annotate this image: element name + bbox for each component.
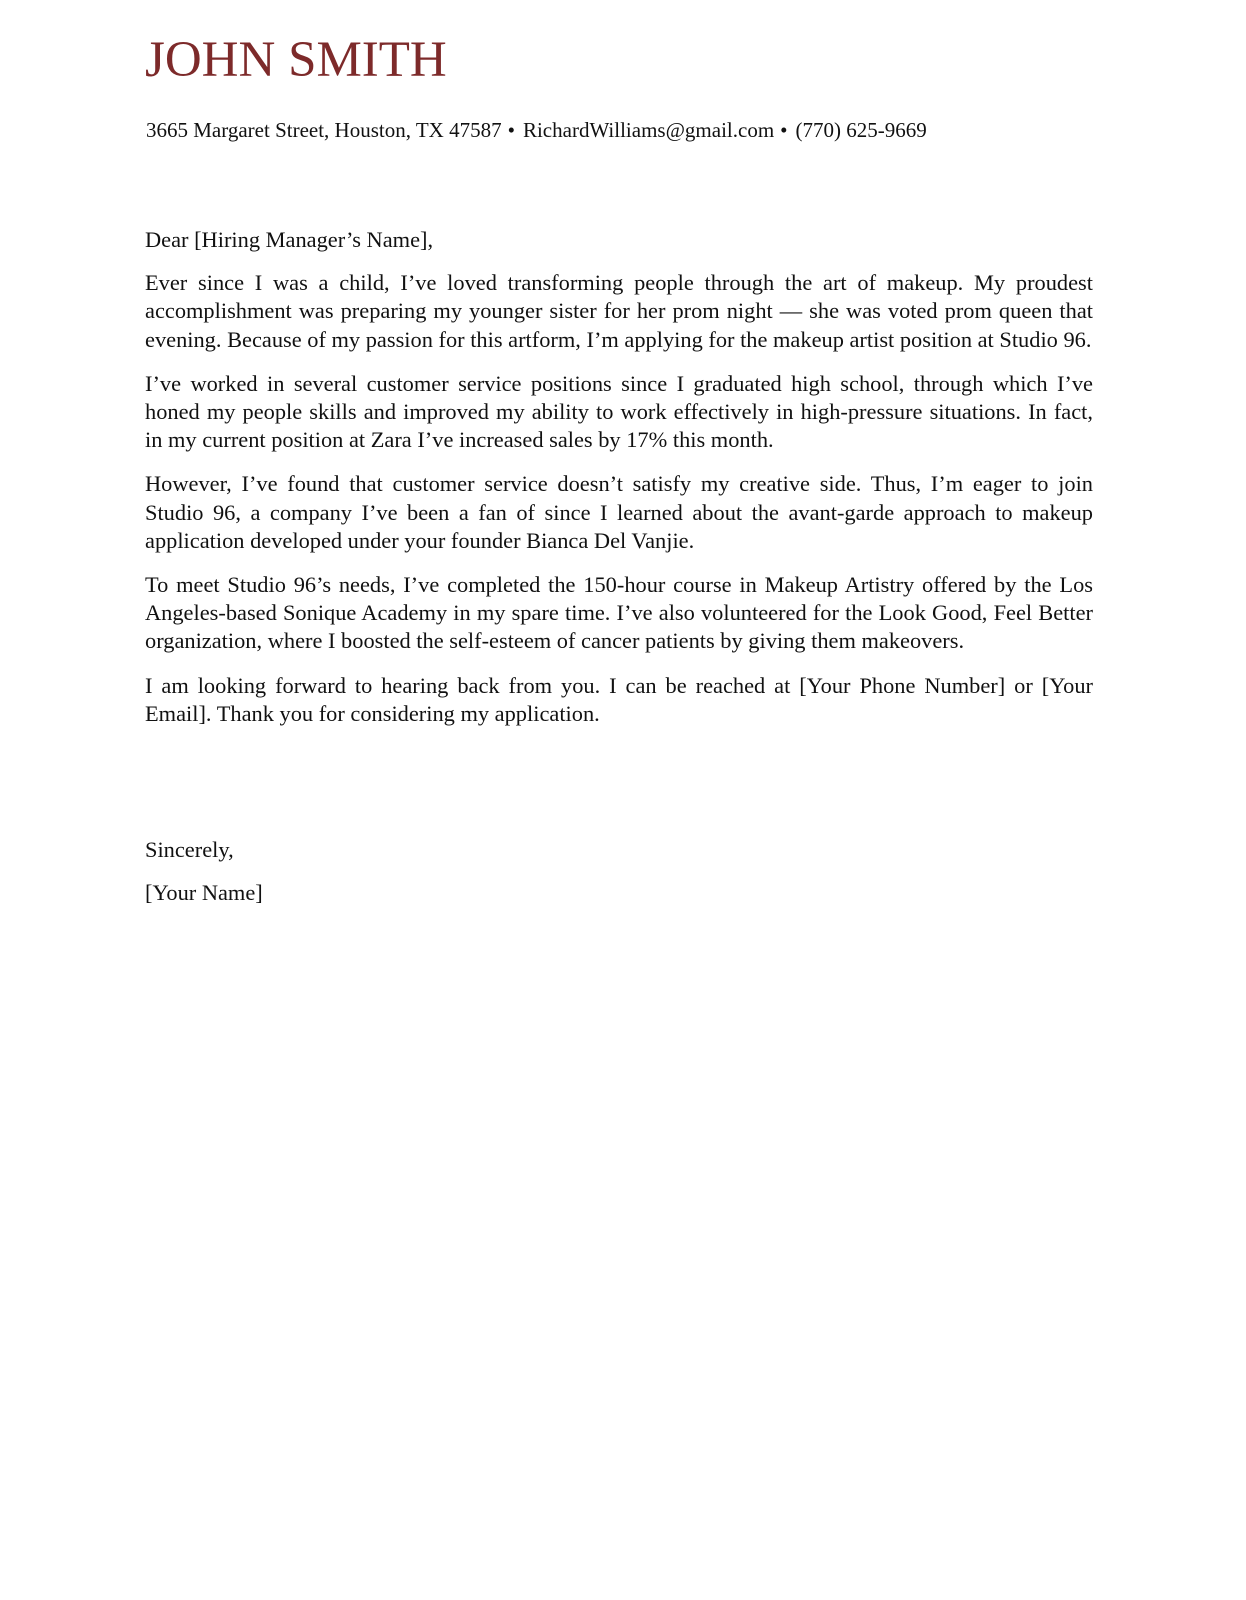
salutation: Dear [Hiring Manager’s Name], <box>145 227 434 252</box>
body-paragraph: I am looking forward to hearing back from you. I can be reached at [Your Phone Number] or [Your Email]. Thank you for considering my application. <box>145 672 1093 726</box>
contact-line <box>146 117 927 143</box>
contact-phone: (770) 625-9669 <box>795 118 927 142</box>
contact-address: 3665 Margaret Street, Houston, TX 47587 <box>146 118 502 142</box>
separator-bullet: • <box>507 118 515 142</box>
body-paragraph: However, I’ve found that customer service doesn’t satisfy my creative side. Thus, I’m eager to join Studio 96, a company I’ve been a fan of since I learned about the avant-garde approach to makeup application developed under your founder Bianca Del Vanjie. <box>145 471 1093 553</box>
applicant-name: JOHN SMITH <box>145 32 447 88</box>
body-paragraph: I’ve worked in several customer service positions since I graduated high school, through which I’ve honed my people skills and improved my ability to work effectively in high-pressure situations. In fact, in my current position at Zara I’ve increased sales by 17% this month. <box>145 370 1093 453</box>
letter-body <box>145 226 1093 744</box>
separator-bullet: • <box>780 118 788 142</box>
contact-email: RichardWilliams@gmail.com <box>522 118 775 142</box>
closing-phrase: Sincerely, <box>145 837 234 862</box>
letter-closing <box>145 836 263 922</box>
signature-placeholder: [Your Name] <box>145 880 263 905</box>
body-paragraph: To meet Studio 96’s needs, I’ve completed the 150-hour course in Makeup Artistry offered by the Los Angeles-based Sonique Academy in my spare time. I’ve also volunteered for the Look Good, Feel Better organization, where I boosted the self-esteem of cancer patients by giving them makeovers. <box>145 572 1093 654</box>
body-paragraph: Ever since I was a child, I’ve loved transforming people through the art of makeup. My proudest accomplishment was preparing my younger sister for her prom night — she was voted prom queen that evening. Because of my passion for this artform, I’m applying for the makeup artist position at Studio 96. <box>145 270 1093 352</box>
